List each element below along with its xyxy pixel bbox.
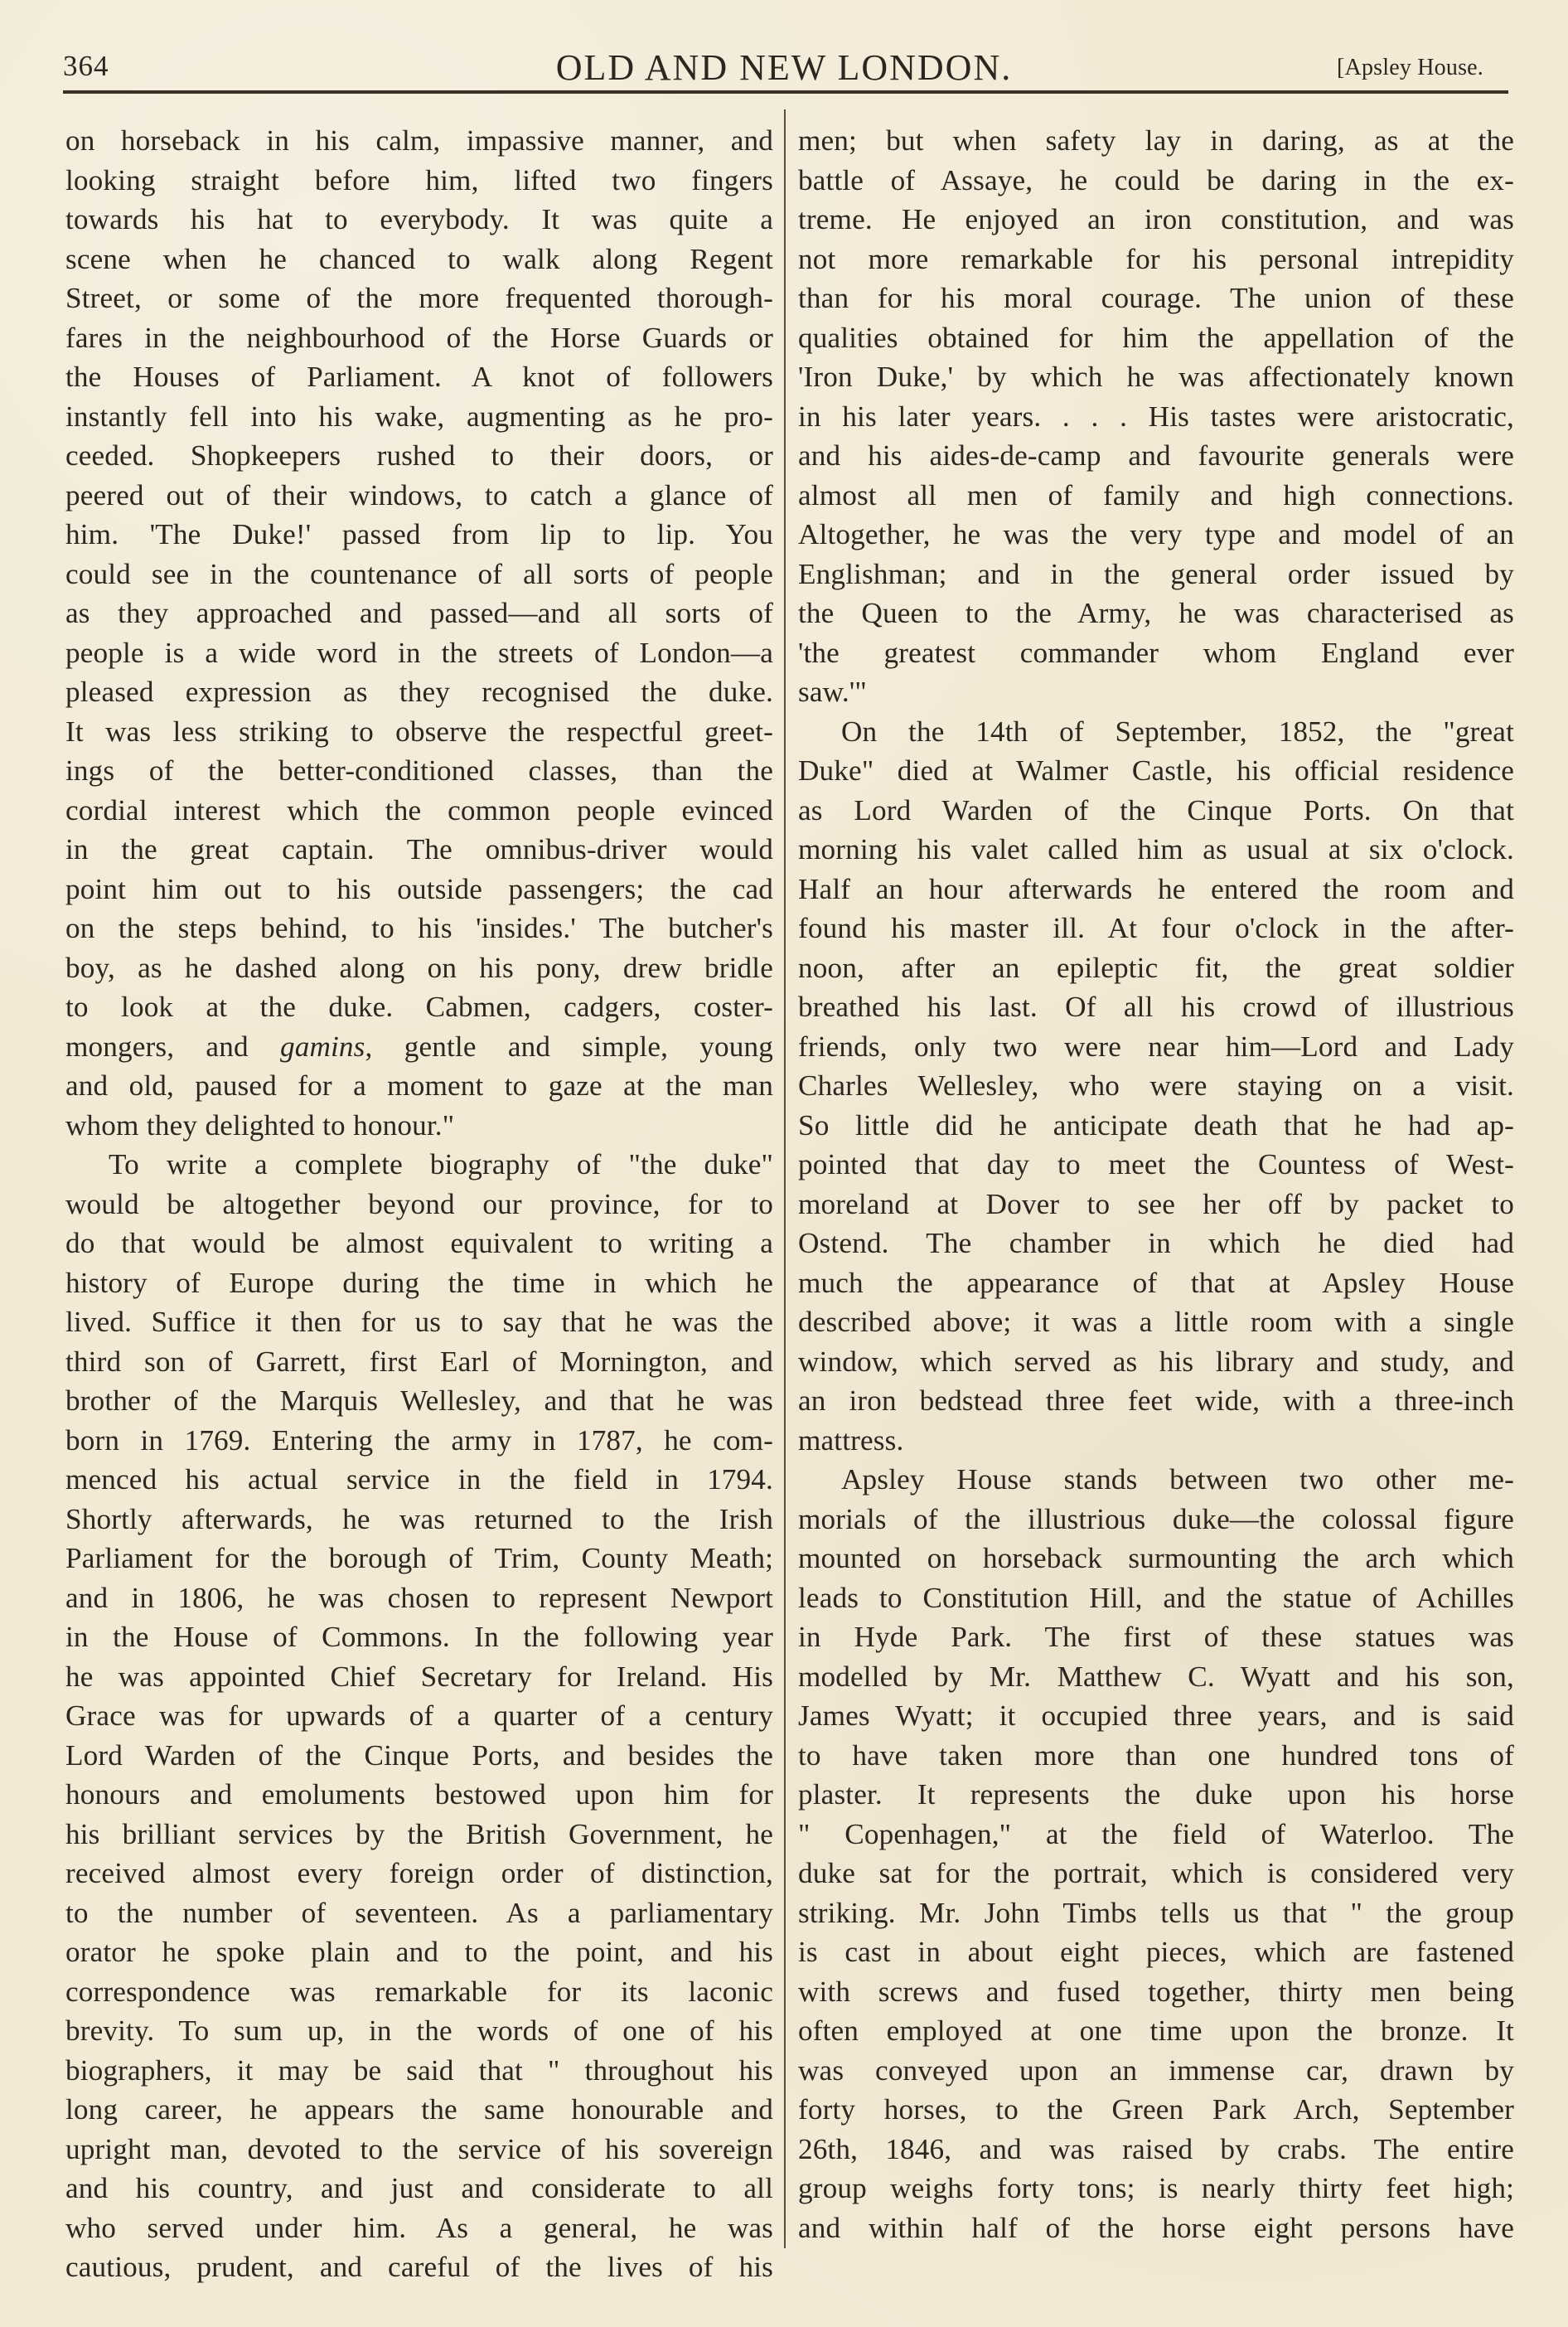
right-line: Englishman; and in the general order issued by <box>798 557 1514 590</box>
right-line: noon, after an epileptic fit, the great soldier <box>798 951 1514 984</box>
header-rule <box>63 90 1508 94</box>
right-line: and within half of the horse eight persons have <box>798 2211 1514 2244</box>
right-line: moreland at Dover to see her off by packet to <box>798 1187 1514 1220</box>
right-line: an iron bedstead three feet wide, with a three-inch <box>798 1384 1514 1417</box>
left-line: him. 'The Duke!' passed from lip to lip. You <box>65 518 773 550</box>
right-line: almost all men of family and high connections. <box>798 478 1514 511</box>
left-line: to the number of seventeen. As a parliamentary <box>65 1896 773 1929</box>
left-line: on horseback in his calm, impassive manner, and <box>65 124 773 157</box>
left-line: looking straight before him, lifted two fingers <box>65 163 773 196</box>
left-line: brother of the Marquis Wellesley, and that he was <box>65 1384 773 1417</box>
right-line: treme. He enjoyed an iron constitution, and was <box>798 203 1514 235</box>
right-line: leads to Constitution Hill, and the statue of Achilles <box>798 1581 1514 1614</box>
right-line: duke sat for the portrait, which is considered very <box>798 1857 1514 1889</box>
right-line: morials of the illustrious duke—the colossal figure <box>798 1502 1514 1535</box>
left-line: towards his hat to everybody. It was quite a <box>65 203 773 235</box>
left-line: boy, as he dashed along on his pony, drew bridle <box>65 951 773 984</box>
left-line: point him out to his outside passengers; the cad <box>65 872 773 905</box>
right-line: described above; it was a little room with a single <box>798 1306 1514 1338</box>
right-line: found his master ill. At four o'clock in the after- <box>798 912 1514 944</box>
left-line: his brilliant services by the British Government, he <box>65 1817 773 1850</box>
right-line: So little did he anticipate death that he had ap- <box>798 1108 1514 1142</box>
right-line: 'Iron Duke,' by which he was affectionately known <box>798 361 1514 393</box>
right-line: not more remarkable for his personal intrepidity <box>798 242 1514 275</box>
left-line: To write a complete biography of "the duke" <box>109 1148 773 1180</box>
left-line: Shortly afterwards, he was returned to the Irish <box>65 1502 773 1535</box>
right-line: with screws and fused together, thirty men being <box>798 1975 1514 2008</box>
left-line: and old, paused for a moment to gaze at the man <box>65 1069 773 1102</box>
right-line: to have taken more than one hundred tons of <box>798 1738 1514 1772</box>
right-line: than for his moral courage. The union of these <box>798 282 1514 314</box>
left-line: born in 1769. Entering the army in 1787, he com- <box>65 1423 773 1457</box>
right-line: saw.'" <box>798 676 867 708</box>
left-line: fares in the neighbourhood of the Horse Guards or <box>65 321 773 354</box>
left-line: lived. Suffice it then for us to say that he was the <box>65 1306 773 1338</box>
section-label: [Apsley House. <box>1337 55 1483 80</box>
left-line: It was less striking to observe the respectful greet- <box>65 715 773 748</box>
right-line: Apsley House stands between two other me- <box>841 1463 1514 1496</box>
left-line: on the steps behind, to his 'insides.' The butcher's <box>65 912 773 944</box>
left-line: in the great captain. The omnibus-driver would <box>65 833 773 865</box>
left-line: pleased expression as they recognised the duke. <box>65 676 773 708</box>
right-line: in his later years. . . . His tastes were aristocratic, <box>798 400 1514 433</box>
left-line: would be altogether beyond our province, for to <box>65 1187 773 1220</box>
left-line: do that would be almost equivalent to writing a <box>65 1227 773 1259</box>
right-line: men; but when safety lay in daring, as at the <box>798 124 1514 157</box>
left-line: orator he spoke plain and to the point, and his <box>65 1936 773 1968</box>
right-line: qualities obtained for him the appellation of the <box>798 321 1514 354</box>
left-line: people is a wide word in the streets of London—a <box>65 636 773 669</box>
right-line: often employed at one time upon the bronze. It <box>798 2014 1514 2047</box>
left-line: whom they delighted to honour." <box>65 1108 455 1142</box>
left-line: who served under him. As a general, he was <box>65 2211 773 2244</box>
right-line: group weighs forty tons; is nearly thirty feet high; <box>798 2172 1514 2204</box>
right-line: was conveyed upon an immense car, drawn by <box>798 2053 1514 2087</box>
left-line: brevity. To sum up, in the words of one of his <box>65 2014 773 2047</box>
left-line: Grace was for upwards of a quarter of a century <box>65 1699 773 1732</box>
left-line: menced his actual service in the field in 1794. <box>65 1463 773 1496</box>
right-line: James Wyatt; it occupied three years, and is said <box>798 1699 1514 1732</box>
right-line: morning his valet called him as usual at six o'clock. <box>798 833 1514 865</box>
left-line: Lord Warden of the Cinque Ports, and besides the <box>65 1738 773 1772</box>
left-line: ings of the better-conditioned classes, than the <box>65 754 773 787</box>
right-line: 26th, 1846, and was raised by crabs. The entire <box>798 2132 1514 2165</box>
right-line: Ostend. The chamber in which he died had <box>798 1227 1514 1259</box>
right-line: breathed his last. Of all his crowd of illustrious <box>798 991 1514 1023</box>
left-line: and in 1806, he was chosen to represent Newport <box>65 1581 773 1614</box>
left-line: as they approached and passed—and all sorts of <box>65 597 773 629</box>
italic-word-gamins: gamins <box>279 1030 365 1063</box>
left-line: to look at the duke. Cabmen, cadgers, coster- <box>65 991 773 1023</box>
right-line: Altogether, he was the very type and model of an <box>798 518 1514 550</box>
right-line: and his aides-de-camp and favourite generals were <box>798 439 1514 472</box>
left-line: received almost every foreign order of distinction, <box>65 1857 773 1889</box>
right-line: battle of Assaye, he could be daring in the ex- <box>798 163 1514 196</box>
right-line: pointed that day to meet the Countess of West- <box>798 1148 1514 1180</box>
page-header <box>63 40 1505 98</box>
left-line: instantly fell into his wake, augmenting as he pro- <box>65 400 773 433</box>
left-line: honours and emoluments bestowed upon him for <box>65 1778 773 1811</box>
left-line: he was appointed Chief Secretary for Ireland. His <box>65 1660 773 1693</box>
left-line-with-italic: mongers, and gamins, gentle and simple, young <box>65 1030 773 1063</box>
right-line: mounted on horseback surmounting the arch which <box>798 1542 1514 1574</box>
right-line: Half an hour afterwards he entered the room and <box>798 872 1514 905</box>
right-line: the Queen to the Army, he was characterised as <box>798 597 1514 629</box>
right-line: " Copenhagen," at the field of Waterloo. The <box>798 1817 1514 1850</box>
left-line: the Houses of Parliament. A knot of followers <box>65 361 773 393</box>
right-line: modelled by Mr. Matthew C. Wyatt and his son, <box>798 1660 1514 1693</box>
right-column <box>798 121 1514 2247</box>
column-divider <box>784 109 786 2248</box>
left-line: cordial interest which the common people evinced <box>65 793 773 827</box>
left-column <box>65 121 773 2287</box>
right-line: 'the greatest commander whom England ever <box>798 636 1514 669</box>
right-line: as Lord Warden of the Cinque Ports. On that <box>798 793 1514 827</box>
left-line: peered out of their windows, to catch a glance of <box>65 478 773 511</box>
right-line: Duke" died at Walmer Castle, his official residence <box>798 754 1514 787</box>
left-line: Street, or some of the more frequented thorough- <box>65 282 773 314</box>
left-line: history of Europe during the time in which he <box>65 1266 773 1299</box>
right-line: striking. Mr. John Timbs tells us that " the group <box>798 1896 1514 1929</box>
left-line: correspondence was remarkable for its laconic <box>65 1975 773 2008</box>
left-line: Parliament for the borough of Trim, County Meath; <box>65 1542 773 1574</box>
right-line: friends, only two were near him—Lord and Lady <box>798 1030 1514 1063</box>
left-line: upright man, devoted to the service of his sovereign <box>65 2132 773 2165</box>
left-line: biographers, it may be said that " throughout his <box>65 2053 773 2087</box>
left-line: cautious, prudent, and careful of the lives of his <box>65 2251 773 2283</box>
left-line: and his country, and just and considerate to all <box>65 2172 773 2204</box>
right-line: mattress. <box>798 1423 904 1457</box>
right-line: On the 14th of September, 1852, the "great <box>841 715 1514 748</box>
left-line: in the House of Commons. In the following year <box>65 1621 773 1653</box>
right-line: window, which served as his library and study, and <box>798 1345 1514 1378</box>
page-number: 364 <box>63 50 109 82</box>
right-line: plaster. It represents the duke upon his horse <box>798 1778 1514 1811</box>
left-line: scene when he chanced to walk along Regent <box>65 242 773 275</box>
running-title: OLD AND NEW LONDON. <box>555 47 1013 88</box>
right-line: in Hyde Park. The first of these statues was <box>798 1621 1514 1653</box>
left-line: long career, he appears the same honourable and <box>65 2093 773 2126</box>
right-line: much the appearance of that at Apsley House <box>798 1266 1514 1299</box>
left-line: third son of Garrett, first Earl of Mornington, and <box>65 1345 773 1378</box>
left-line: could see in the countenance of all sorts of people <box>65 557 773 590</box>
right-line: is cast in about eight pieces, which are fastened <box>798 1936 1514 1968</box>
right-line: Charles Wellesley, who were staying on a visit. <box>798 1069 1514 1102</box>
right-line: forty horses, to the Green Park Arch, September <box>798 2093 1514 2126</box>
left-line: ceeded. Shopkeepers rushed to their doors, or <box>65 439 773 472</box>
